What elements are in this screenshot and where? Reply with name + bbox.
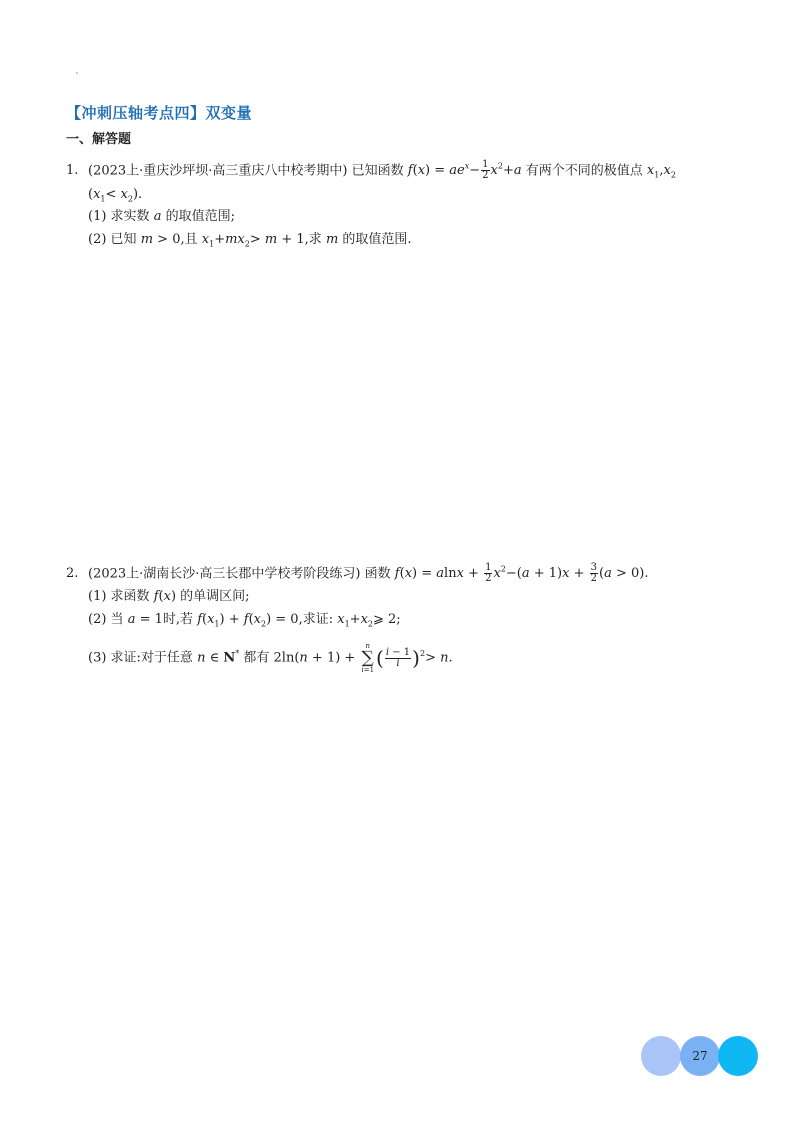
q1-part2-mid2: ,求 bbox=[304, 232, 322, 247]
q2-part1: (1) 求函数 f(x) 的单调区间; bbox=[88, 589, 250, 604]
page-number: 27 bbox=[692, 1049, 708, 1063]
q1-part2-text: (2) 已知 bbox=[88, 232, 137, 247]
q1-part2-mid1: ,且 bbox=[180, 232, 198, 247]
q2-part3-text: (3) 求证:对于任意 bbox=[88, 650, 193, 666]
q2-part1-tail: 的单调区间; bbox=[180, 589, 250, 604]
q1-part2-tail: 的取值范围. bbox=[342, 232, 412, 247]
q2-stem bbox=[66, 560, 649, 584]
q1-extrema: $x_1,x_2$ bbox=[646, 163, 676, 180]
q1-part2: (2) 已知 m > 0,且 $x_1+mx_2> m + 1$,求 m 的取值范围. bbox=[88, 232, 412, 249]
q2-part2-text: (2) 当 bbox=[88, 612, 124, 627]
q1-stem bbox=[66, 157, 676, 186]
q1-function: $f(x) = ae^x-$ $\frac{1}{2}$ $x^2+a$ bbox=[407, 159, 522, 182]
q2-part3: (3) 求证:对于任意 n ∈ N* 都有 2ln(n + 1) + n ∑ i=1 ( $\frac{i - 1}{i}$ )$^2$> n. bbox=[88, 642, 453, 674]
page-circle-left bbox=[641, 1036, 681, 1076]
q1-part1-tail: 的取值范围; bbox=[165, 209, 235, 224]
q2-lead: 函数 bbox=[364, 566, 391, 582]
q1-condition: $(x_1< x_2)$. bbox=[88, 187, 143, 204]
section-title: 【冲刺压轴考点四】双变量 bbox=[66, 104, 253, 122]
q2-part3-mid: 都有 bbox=[243, 650, 270, 666]
q2-part2-mid2: ,求证: bbox=[298, 612, 334, 627]
q2-source: (2023上·湖南长沙·高三长郡中学校考阶段练习) bbox=[88, 566, 361, 582]
q1-source: (2023上·重庆沙坪坝·高三重庆八中校考期中) bbox=[88, 163, 348, 179]
q2-part2: (2) 当 a = 1时,若 $f(x_1) + f(x_2) = 0$,求证: $x_1+x_2⩾$ 2; bbox=[88, 612, 401, 629]
q1-lead: 已知函数 bbox=[351, 163, 404, 179]
q2-function: f(x) = alnx + $\frac{1}{2}$ $x^2-(a + 1)x$ + $\frac{3}{2}$ (a > 0). bbox=[394, 562, 649, 585]
q1-tail: 有两个不同的极值点 bbox=[525, 163, 643, 179]
summation-symbol: n ∑ i=1 bbox=[361, 642, 375, 674]
scan-dot bbox=[76, 72, 78, 74]
page-circle-right bbox=[718, 1036, 758, 1076]
q2-part2-mid: 时,若 bbox=[162, 612, 194, 627]
q1-part1: (1) 求实数 a 的取值范围; bbox=[88, 209, 235, 224]
q1-number: 1. bbox=[66, 163, 79, 179]
subsection-heading: 一、解答题 bbox=[66, 132, 132, 147]
q2-number: 2. bbox=[66, 566, 79, 582]
q1-part1-text: (1) 求实数 bbox=[88, 209, 150, 224]
q2-part1-text: (1) 求函数 bbox=[88, 589, 150, 604]
